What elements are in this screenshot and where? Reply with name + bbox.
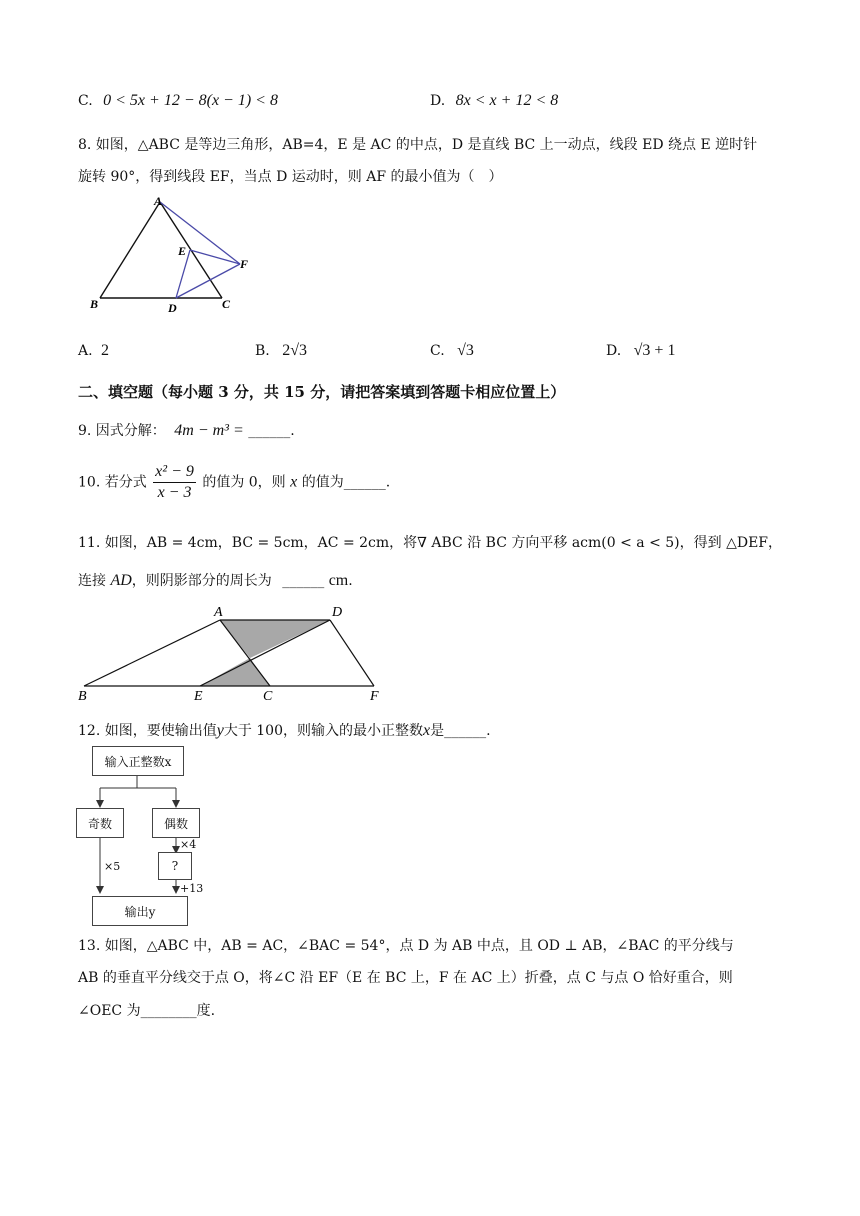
flow-output-box: 输出y xyxy=(92,896,188,926)
q13-blank: ________ xyxy=(140,1003,197,1019)
q8-text-line2: 旋转 90°，得到线段 EF，当点 D 运动时，则 AF 的最小值为（ ） xyxy=(78,169,503,185)
q11-blank: ______ xyxy=(282,573,325,589)
q7-option-d-expr: 8x < x + 12 < 8 xyxy=(455,92,559,109)
q8-figure xyxy=(82,192,262,316)
flow-even-box: 偶数 xyxy=(152,808,200,838)
q13-text-line1: 13. 如图，△ABC 中，AB = AC，∠BAC = 54°，点 D 为 AB 中点，且 OD ⊥ AB，∠BAC 的平分线与 xyxy=(78,938,734,954)
q8-label-b: B xyxy=(90,297,99,311)
flow-unknown-box: ? xyxy=(158,852,192,880)
q8-option-d: D. √3 + 1 xyxy=(606,342,676,359)
q8-label-a: A xyxy=(154,194,163,208)
q7-option-d: D. 8x < x + 12 < 8 xyxy=(430,92,559,109)
q12-blank: ______ xyxy=(444,723,487,739)
q11-figure xyxy=(78,602,388,702)
q11-text-line1: 11. 如图，AB = 4cm，BC = 5cm，AC = 2cm，将∇ ABC 沿 BC 方向平移 acm(0 < a < 5)，得到 △DEF， xyxy=(78,535,782,551)
q7-option-c-expr: 0 < 5x + 12 − 8(x − 1) < 8 xyxy=(103,92,278,109)
q8-label-f: F xyxy=(240,257,249,271)
q11-label-a: A xyxy=(214,605,223,620)
q11-text-line2: 连接 AD，则阴影部分的周长为 ______ cm. xyxy=(78,572,353,589)
q11-label-e: E xyxy=(194,689,203,702)
q13-text-line2: AB 的垂直平分线交于点 O，将∠C 沿 EF（E 在 BC 上，F 在 AC 上）折叠，点 C 与点 O 恰好重合，则 xyxy=(78,970,733,986)
q10-blank: ______ xyxy=(343,474,386,491)
flow-input-box: 输入正整数x xyxy=(92,746,184,776)
q11-label-c: C xyxy=(263,689,273,702)
q11-label-d: D xyxy=(332,605,343,620)
q13-text-line3: ∠OEC 为________度. xyxy=(78,1003,216,1019)
flow-odd-box: 奇数 xyxy=(76,808,124,838)
q8-option-c: C. √3 xyxy=(430,342,474,359)
q8-text-line1: 8. 如图，△ABC 是等边三角形，AB=4，E 是 AC 的中点，D 是直线 BC 上一动点，线段 ED 绕点 E 逆时针 xyxy=(78,137,758,153)
q11-label-b: B xyxy=(78,689,87,702)
flow-plus13-label: +13 xyxy=(180,882,204,895)
flow-mul4-label: ×4 xyxy=(180,838,197,851)
flow-mul5-label: ×5 xyxy=(104,860,121,873)
q7-option-c: C. 0 < 5x + 12 − 8(x − 1) < 8 xyxy=(78,92,278,109)
q8-label-d: D xyxy=(168,301,177,315)
q8-label-e: E xyxy=(178,244,187,258)
q9: 9. 因式分解： 4m − m³ = ______. xyxy=(78,422,295,439)
q9-blank: ______ xyxy=(248,423,291,439)
q8-option-a: A. 2 xyxy=(78,342,110,359)
q10-fraction: $\frac{\text{x² − 9}}{x - 3}$ xyxy=(155,463,194,501)
q11-label-f: F xyxy=(370,689,379,702)
q12-text: 12. 如图，要使输出值y大于 100，则输入的最小正整数x是______. xyxy=(78,722,491,739)
q8-option-b: B. 2√3 xyxy=(255,342,307,359)
section-heading: 二、填空题（每小题 3 分，共 15 分，请把答案填到答题卡相应位置上） xyxy=(78,383,566,401)
q10: 10. 若分式 $\frac{\text{x² − 9}}{x - 3}$ 的值为 0，则 x 的值为______. xyxy=(78,463,391,501)
q8-label-c: C xyxy=(222,297,231,311)
